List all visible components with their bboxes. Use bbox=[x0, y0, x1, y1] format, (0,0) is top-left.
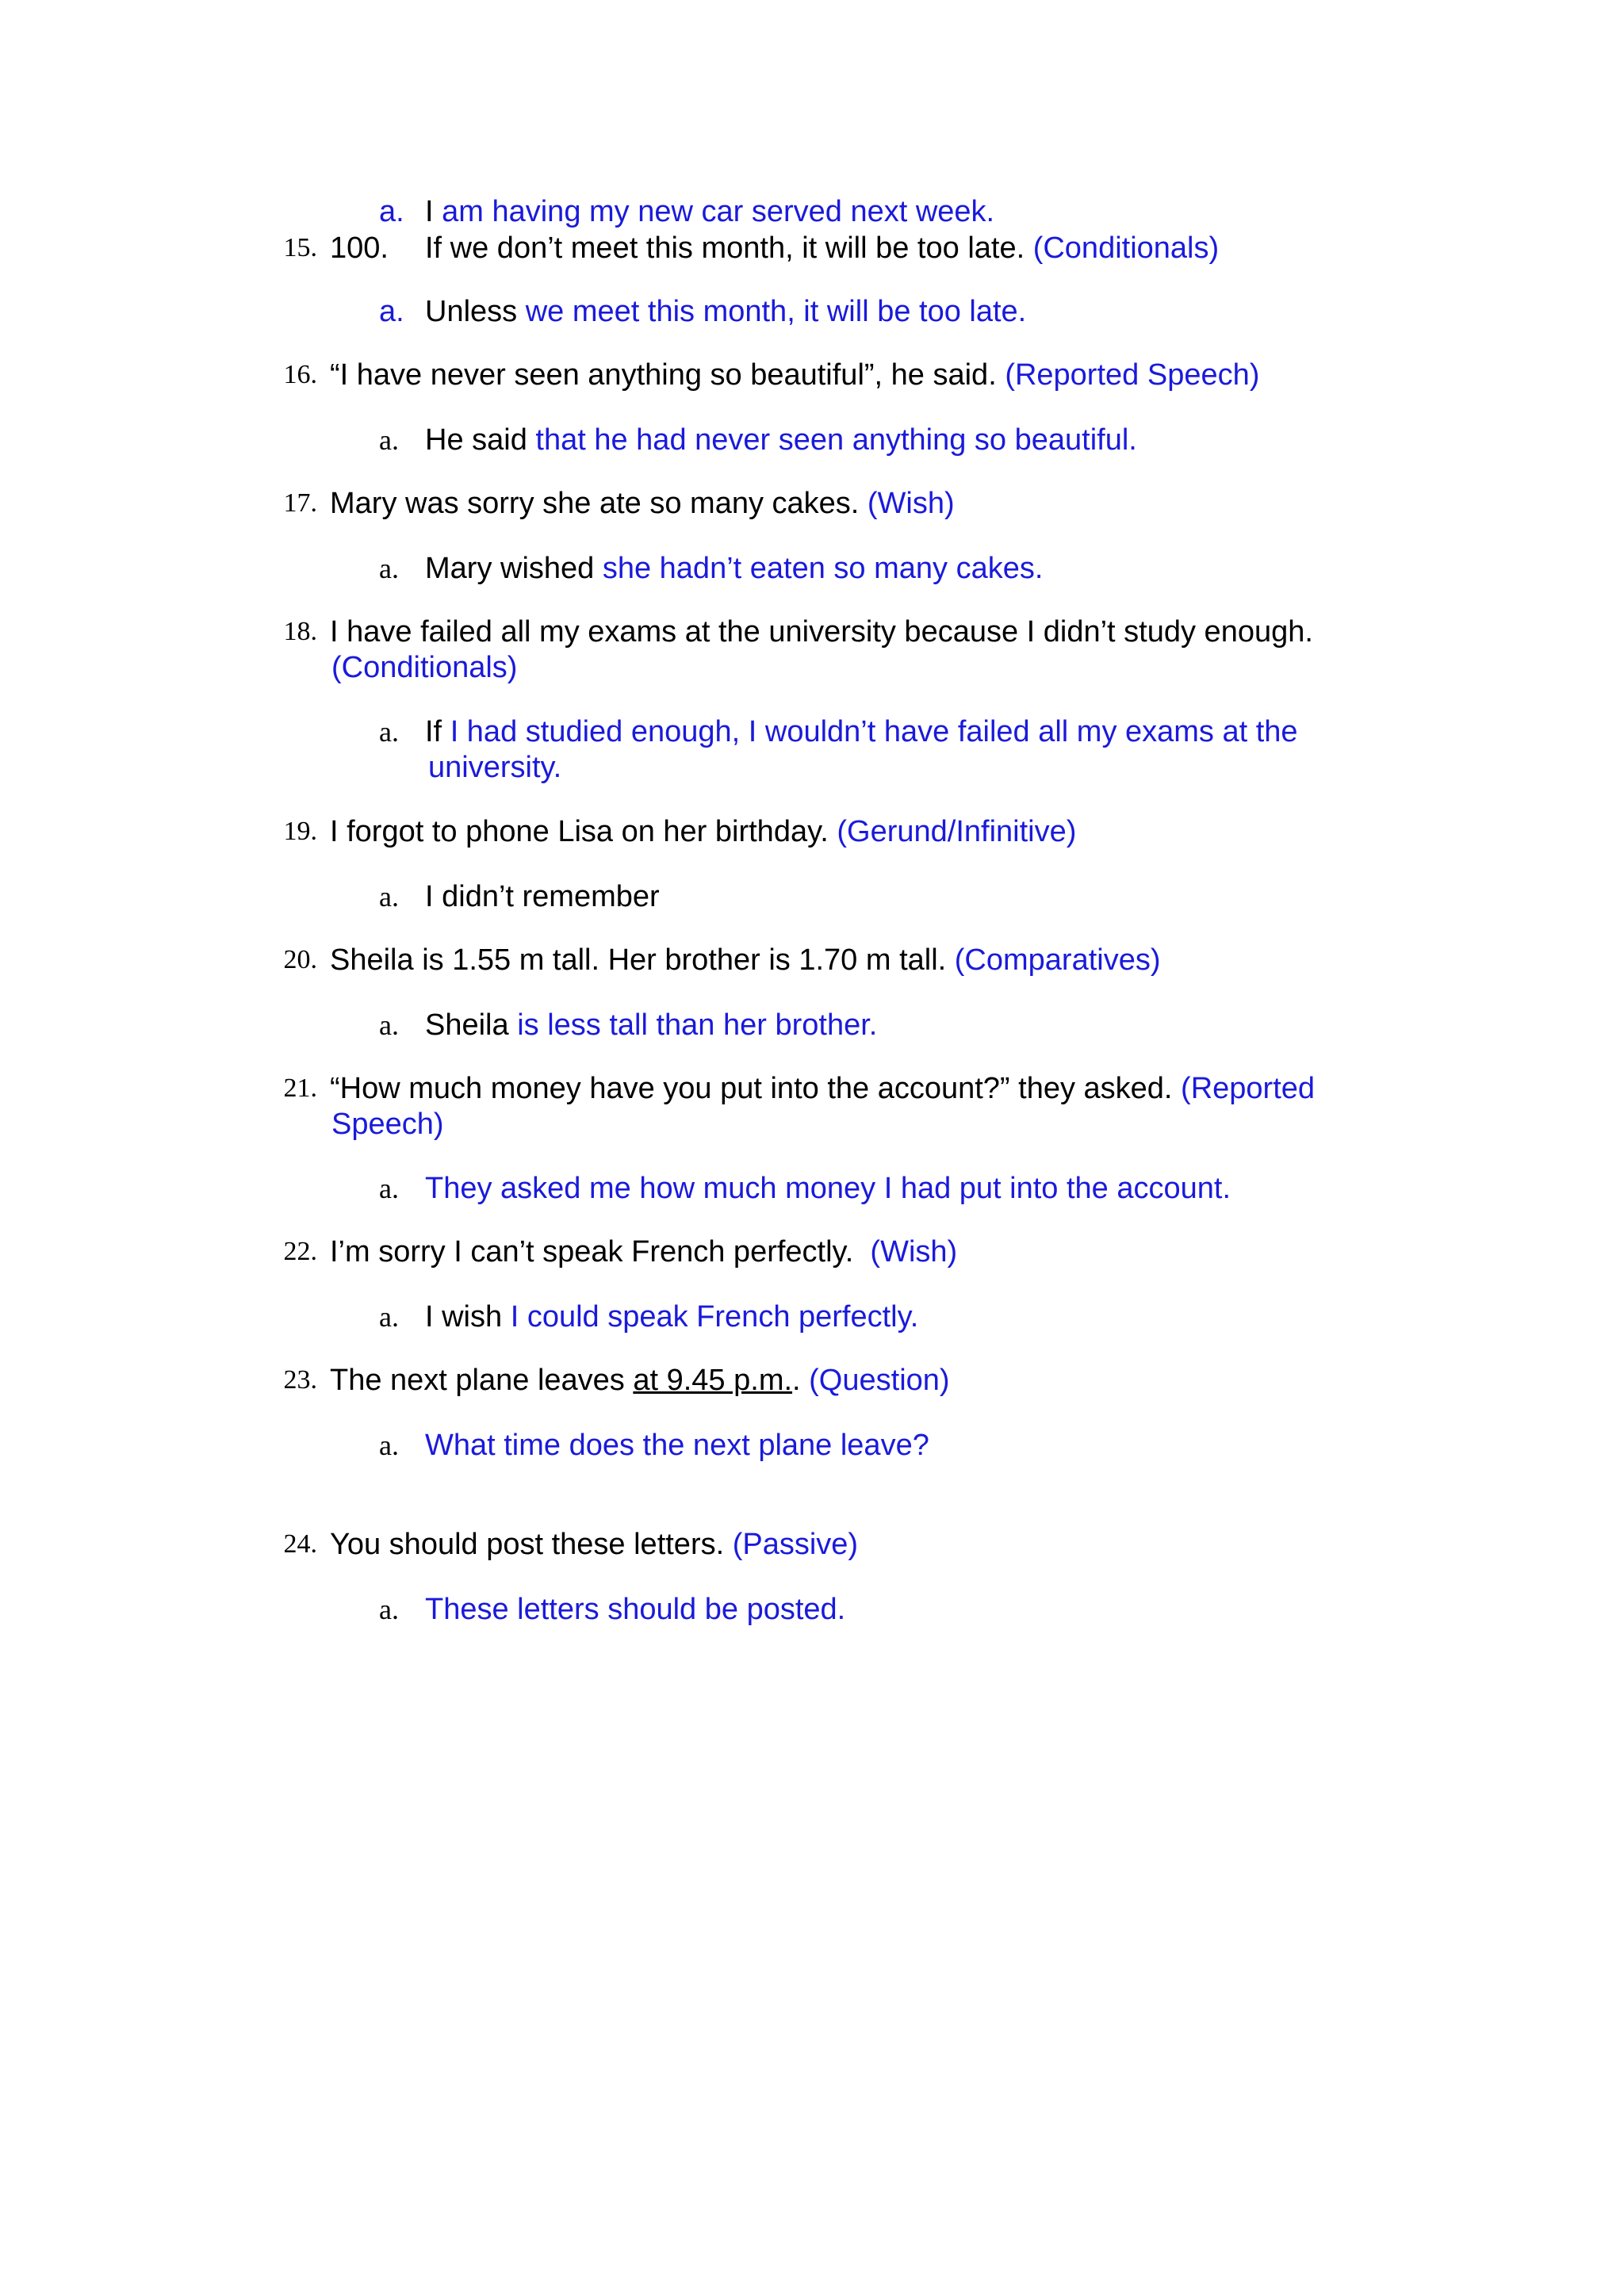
grammar-tag: (Comparatives) bbox=[954, 943, 1161, 977]
question-line bbox=[330, 1070, 1315, 1107]
answer-line bbox=[425, 714, 1298, 750]
underlined-phrase: at 9.45 p.m. bbox=[633, 1364, 793, 1397]
question-text: The next plane leaves bbox=[330, 1364, 634, 1397]
answer-text: she hadn’t eaten so many cakes. bbox=[602, 552, 1044, 585]
answer-text: These letters should be posted. bbox=[425, 1593, 846, 1626]
answer-marker: a. bbox=[379, 1429, 399, 1461]
question-line bbox=[330, 357, 1259, 393]
item-number: 21. bbox=[283, 1073, 317, 1103]
grammar-tag: (Conditionals) bbox=[331, 651, 518, 684]
answer-lead: I bbox=[425, 195, 442, 228]
answer-text: is less tall than her brother. bbox=[517, 1008, 878, 1042]
item-number: 23. bbox=[283, 1365, 317, 1395]
answer-line bbox=[425, 1427, 929, 1464]
item-number: 22. bbox=[283, 1237, 317, 1266]
answer-marker: a. bbox=[379, 195, 404, 228]
grammar-tag-continuation: Speech) bbox=[331, 1108, 444, 1141]
answer-marker: a. bbox=[379, 1594, 399, 1625]
answer-line bbox=[425, 1170, 1231, 1207]
question-text: I’m sorry I can’t speak French perfectly. bbox=[330, 1235, 862, 1269]
question-line bbox=[330, 942, 1161, 978]
answer-marker: a. bbox=[379, 424, 399, 456]
grammar-tag: (Wish) bbox=[870, 1235, 958, 1269]
grammar-tag: (Passive) bbox=[732, 1528, 859, 1561]
grammar-tag: (Reported Speech) bbox=[1005, 358, 1260, 392]
answer-text: that he had never seen anything so beautiful. bbox=[535, 423, 1137, 457]
answer-lead: Sheila bbox=[425, 1008, 518, 1042]
answer-marker: a. bbox=[379, 716, 399, 748]
answer-text: They asked me how much money I had put into the account. bbox=[425, 1172, 1231, 1205]
item-number: 18. bbox=[283, 617, 317, 646]
answer-line bbox=[425, 422, 1137, 458]
answer-marker: a. bbox=[379, 553, 399, 584]
answer-text: I had studied enough, I wouldn’t have failed all my exams at the bbox=[450, 715, 1298, 748]
answer-line bbox=[425, 1591, 845, 1628]
question-text: Mary was sorry she ate so many cakes. bbox=[330, 487, 860, 520]
item-prefix: 100. bbox=[330, 232, 389, 265]
question-text: You should post these letters. bbox=[330, 1528, 725, 1561]
answer-text-continuation: university. bbox=[428, 751, 562, 784]
answer-text: am having my new car served next week. bbox=[442, 195, 995, 228]
question-text: I forgot to phone Lisa on her birthday. bbox=[330, 815, 829, 848]
question-text-end: . bbox=[792, 1364, 801, 1397]
answer-marker: a. bbox=[379, 881, 399, 913]
answer-line bbox=[425, 1299, 918, 1335]
answer-line bbox=[425, 1007, 877, 1043]
answer-lead: Unless bbox=[425, 295, 526, 328]
question-line bbox=[330, 485, 955, 522]
item-number: 19. bbox=[283, 817, 317, 846]
question-line bbox=[330, 1526, 858, 1563]
question-line bbox=[330, 1234, 957, 1270]
question-text: I have failed all my exams at the university because I didn’t study enough. bbox=[330, 615, 1313, 649]
question-text: “How much money have you put into the account?” they asked. bbox=[330, 1072, 1173, 1105]
answer-marker: a. bbox=[379, 295, 404, 328]
answer-line bbox=[425, 293, 1026, 330]
answer-line bbox=[425, 878, 660, 915]
answer-marker: a. bbox=[379, 1173, 399, 1204]
answer-text: we meet this month, it will be too late. bbox=[525, 295, 1027, 328]
answer-marker: a. bbox=[379, 1009, 399, 1041]
grammar-tag: (Question) bbox=[809, 1364, 950, 1397]
item-number: 24. bbox=[283, 1529, 317, 1559]
answer-marker: a. bbox=[379, 1301, 399, 1333]
answer-lead: He said bbox=[425, 423, 536, 457]
item-number: 16. bbox=[283, 360, 317, 389]
grammar-tag: (Gerund/Infinitive) bbox=[837, 815, 1077, 848]
grammar-tag: (Reported bbox=[1181, 1072, 1316, 1105]
answer-text: I could speak French perfectly. bbox=[510, 1300, 919, 1334]
answer-line bbox=[425, 193, 994, 230]
answer-lead: Mary wished bbox=[425, 552, 603, 585]
item-number: 15. bbox=[283, 233, 317, 262]
grammar-tag: (Wish) bbox=[867, 487, 955, 520]
question-text: Sheila is 1.55 m tall. Her brother is 1.70 m tall. bbox=[330, 943, 947, 977]
question-text: “I have never seen anything so beautiful”, he said. bbox=[330, 358, 997, 392]
answer-text: What time does the next plane leave? bbox=[425, 1429, 929, 1462]
answer-line bbox=[425, 550, 1043, 587]
question-line bbox=[330, 1362, 950, 1399]
item-number: 17. bbox=[283, 488, 317, 518]
answer-lead: I didn’t remember bbox=[425, 880, 660, 913]
item-number: 20. bbox=[283, 945, 317, 974]
question-line bbox=[425, 230, 1219, 266]
question-text: If we don’t meet this month, it will be too late. bbox=[425, 232, 1025, 265]
answer-lead: If bbox=[425, 715, 450, 748]
grammar-tag: (Conditionals) bbox=[1032, 232, 1220, 265]
answer-lead: I wish bbox=[425, 1300, 511, 1334]
question-line bbox=[330, 813, 1076, 850]
